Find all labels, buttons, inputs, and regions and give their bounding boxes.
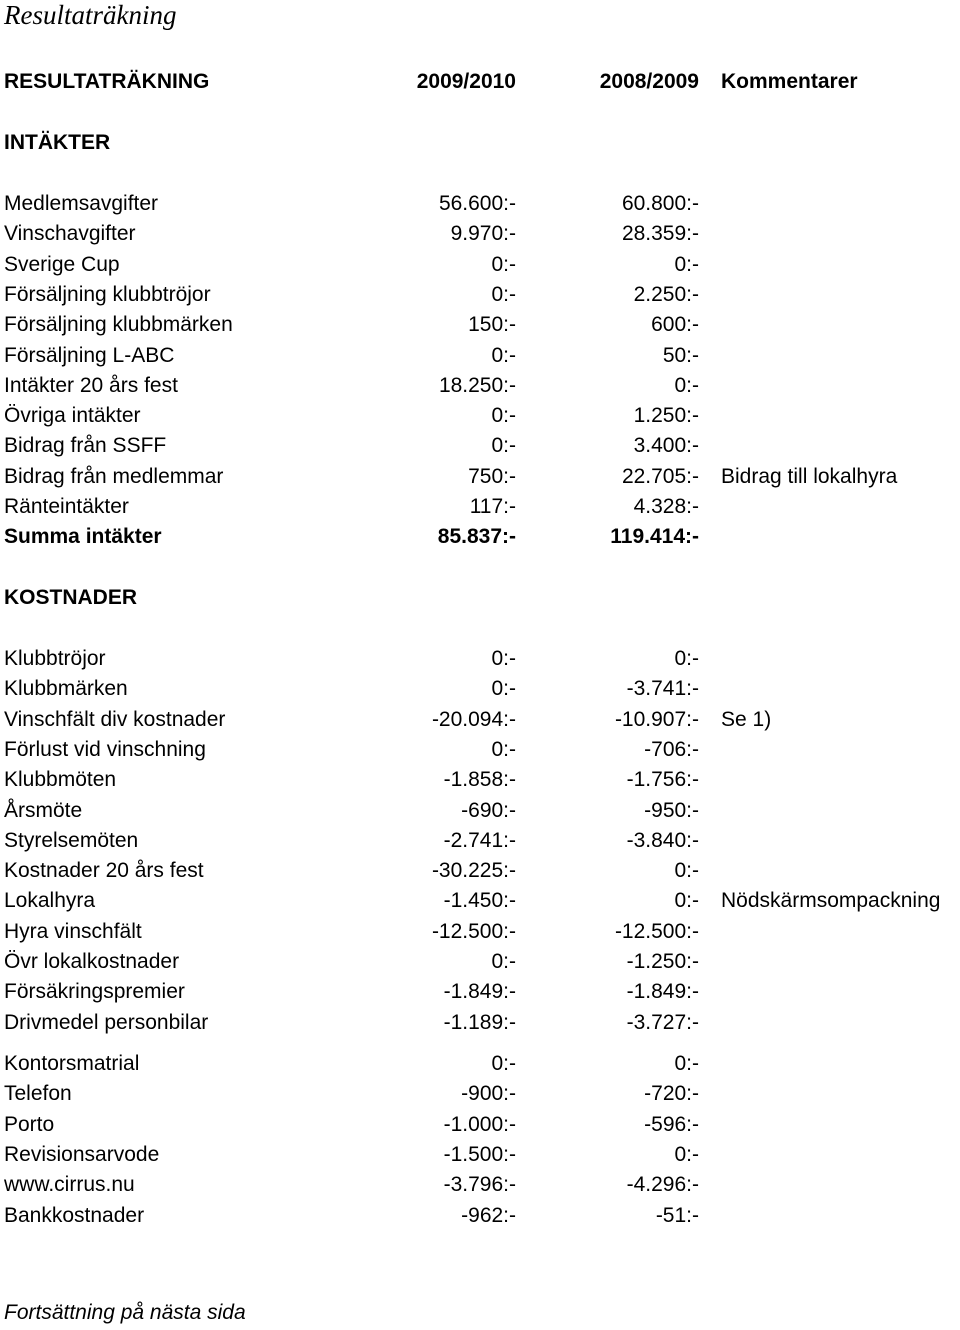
value-2008-2009: 3.400:-	[633, 434, 699, 458]
row-label: Vinschfält div kostnader	[4, 707, 226, 731]
row-label: Intäkter 20 års fest	[4, 373, 178, 397]
comment: Nödskärmsompackning	[721, 889, 941, 913]
value-2008-2009: 60.800:-	[621, 192, 699, 215]
table-row	[0, 886, 960, 916]
value-2008-2009: 0:-	[674, 889, 699, 913]
value-2009-2010: -1.849:-	[443, 980, 516, 1004]
table-row	[0, 310, 960, 340]
row-label: Hyra vinschfält	[4, 919, 142, 943]
row-label: Styrelsemöten	[4, 828, 139, 852]
row-label: Förlust vid vinschning	[4, 737, 206, 761]
row-label: Telefon	[4, 1082, 72, 1106]
row-label: Porto	[4, 1112, 55, 1136]
value-2009-2010: -12.500:-	[431, 919, 516, 943]
table-row	[0, 1008, 960, 1038]
value-2009-2010: -20.094:-	[431, 707, 516, 731]
table-row	[0, 917, 960, 947]
value-2009-2010: -1.450:-	[443, 889, 516, 913]
value-2009-2010: 0:-	[491, 343, 516, 367]
value-2008-2009: -596:-	[644, 1112, 699, 1136]
value-2009-2010: 0:-	[491, 404, 516, 428]
comment: Bidrag till lokalhyra	[721, 464, 898, 488]
row-label: Årsmöte	[4, 798, 83, 822]
table-row	[0, 674, 960, 704]
table-row	[0, 219, 960, 249]
value-2009-2010: -690:-	[461, 798, 516, 822]
row-label: Bankkostnader	[4, 1203, 145, 1227]
table-row	[0, 856, 960, 886]
value-2009-2010: 18.250:-	[438, 373, 516, 397]
value-2009-2010: 56.600:-	[438, 192, 516, 215]
value-2009-2010: -3.796:-	[443, 1173, 516, 1197]
row-label: Drivmedel personbilar	[4, 1010, 209, 1034]
table-row	[0, 977, 960, 1007]
footer-continued-note: Fortsättning på nästa sida	[4, 1301, 246, 1324]
value-2009-2010: -2.741:-	[443, 828, 516, 852]
value-2008-2009: -950:-	[644, 798, 699, 822]
value-2008-2009: -706:-	[644, 737, 699, 761]
value-2008-2009: 0:-	[674, 1052, 699, 1075]
row-label: Revisionsarvode	[4, 1142, 160, 1166]
value-2009-2010: -1.000:-	[443, 1112, 516, 1136]
value-2008-2009: -3.727:-	[626, 1010, 699, 1034]
value-2008-2009: 1.250:-	[633, 404, 699, 428]
value-2008-2009: -1.250:-	[626, 950, 699, 973]
row-label: Bidrag från SSFF	[4, 434, 167, 458]
income-total-2009-2010: 85.837:-	[437, 525, 516, 548]
header-col-comments: Kommentarer	[721, 70, 858, 93]
table-row	[0, 796, 960, 826]
value-2008-2009: 50:-	[662, 343, 699, 367]
value-2008-2009: 28.359:-	[621, 222, 699, 246]
table-row	[0, 1079, 960, 1109]
row-label: Klubbmärken	[4, 677, 128, 701]
row-label: Kontorsmatrial	[4, 1052, 140, 1075]
value-2009-2010: 0:-	[491, 282, 516, 306]
table-row	[0, 947, 960, 977]
value-2008-2009: 4.328:-	[633, 495, 699, 518]
row-label: Försäljning klubbmärken	[4, 313, 233, 337]
row-label: Ränteintäkter	[4, 495, 129, 518]
row-label: Klubbtröjor	[4, 647, 106, 670]
table-row	[0, 189, 960, 219]
value-2008-2009: 0:-	[674, 1142, 699, 1166]
value-2009-2010: 0:-	[491, 950, 516, 973]
table-row	[0, 341, 960, 371]
value-2009-2010: -900:-	[461, 1082, 516, 1106]
comment: Se 1)	[721, 707, 772, 731]
table-row	[0, 462, 960, 492]
row-label: www.cirrus.nu	[4, 1173, 135, 1197]
value-2008-2009: 0:-	[674, 859, 699, 883]
income-total-row	[0, 522, 960, 552]
value-2009-2010: 117:-	[469, 495, 516, 518]
value-2008-2009: 0:-	[674, 252, 699, 276]
table-row	[0, 1140, 960, 1170]
income-total-label: Summa intäkter	[4, 525, 162, 548]
table-row	[0, 765, 960, 795]
value-2009-2010: 9.970:-	[450, 222, 516, 246]
table-row	[0, 705, 960, 735]
row-label: Vinschavgifter	[4, 222, 136, 246]
header-col-2008-2009: 2008/2009	[599, 70, 699, 93]
row-label: Försäkringspremier	[4, 980, 185, 1004]
table-header	[0, 67, 960, 97]
value-2008-2009: -51:-	[655, 1203, 699, 1227]
value-2009-2010: 0:-	[491, 434, 516, 458]
table-row	[0, 1049, 960, 1079]
row-label: Försäljning klubbtröjor	[4, 282, 211, 306]
value-2008-2009: -3.840:-	[626, 828, 699, 852]
value-2009-2010: -1.500:-	[443, 1142, 516, 1166]
costs-heading: KOSTNADER	[4, 586, 138, 609]
value-2008-2009: 600:-	[651, 313, 699, 337]
section-heading-costs	[0, 583, 960, 613]
value-2009-2010: 0:-	[491, 647, 516, 670]
value-2009-2010: -30.225:-	[431, 859, 516, 883]
value-2008-2009: 2.250:-	[633, 282, 699, 306]
row-label: Övriga intäkter	[4, 404, 141, 428]
row-label: Övr lokalkostnader	[4, 950, 180, 973]
value-2008-2009: -720:-	[644, 1082, 699, 1106]
table-row	[0, 826, 960, 856]
table-row	[0, 401, 960, 431]
table-row	[0, 371, 960, 401]
section-heading-income	[0, 128, 960, 158]
income-total-2008-2009: 119.414:-	[610, 525, 699, 548]
row-label: Försäljning L-ABC	[4, 343, 175, 367]
value-2009-2010: -1.189:-	[443, 1010, 516, 1034]
table-row	[0, 250, 960, 280]
table-row	[0, 431, 960, 461]
value-2008-2009: -12.500:-	[614, 919, 699, 943]
value-2009-2010: 0:-	[491, 1052, 516, 1075]
row-label: Kostnader 20 års fest	[4, 859, 204, 883]
value-2008-2009: -4.296:-	[626, 1173, 699, 1197]
income-heading: INTÄKTER	[4, 131, 111, 154]
header-col-2009-2010: 2009/2010	[416, 70, 516, 93]
value-2009-2010: -1.858:-	[443, 768, 516, 792]
table-row	[0, 1201, 960, 1231]
value-2009-2010: -962:-	[461, 1203, 516, 1227]
row-label: Lokalhyra	[4, 889, 96, 913]
value-2008-2009: 22.705:-	[621, 464, 699, 488]
table-row	[0, 492, 960, 522]
value-2009-2010: 0:-	[491, 737, 516, 761]
table-row	[0, 1170, 960, 1200]
value-2009-2010: 0:-	[491, 677, 516, 701]
value-2008-2009: -1.756:-	[626, 768, 699, 792]
value-2008-2009: 0:-	[674, 647, 699, 670]
table-row	[0, 735, 960, 765]
table-row	[0, 644, 960, 674]
value-2009-2010: 0:-	[491, 252, 516, 276]
value-2008-2009: -3.741:-	[626, 677, 699, 701]
value-2008-2009: 0:-	[674, 373, 699, 397]
header-label: RESULTATRÄKNING	[4, 70, 210, 93]
value-2008-2009: -1.849:-	[626, 980, 699, 1004]
table-row	[0, 280, 960, 310]
value-2009-2010: 750:-	[468, 464, 516, 488]
value-2009-2010: 150:-	[468, 313, 516, 337]
row-label: Sverige Cup	[4, 252, 120, 276]
page-title: Resultaträkning	[4, 0, 177, 30]
table-row	[0, 1110, 960, 1140]
row-label: Medlemsavgifter	[4, 192, 159, 215]
value-2008-2009: -10.907:-	[614, 707, 699, 731]
row-label: Bidrag från medlemmar	[4, 464, 224, 488]
row-label: Klubbmöten	[4, 768, 117, 792]
